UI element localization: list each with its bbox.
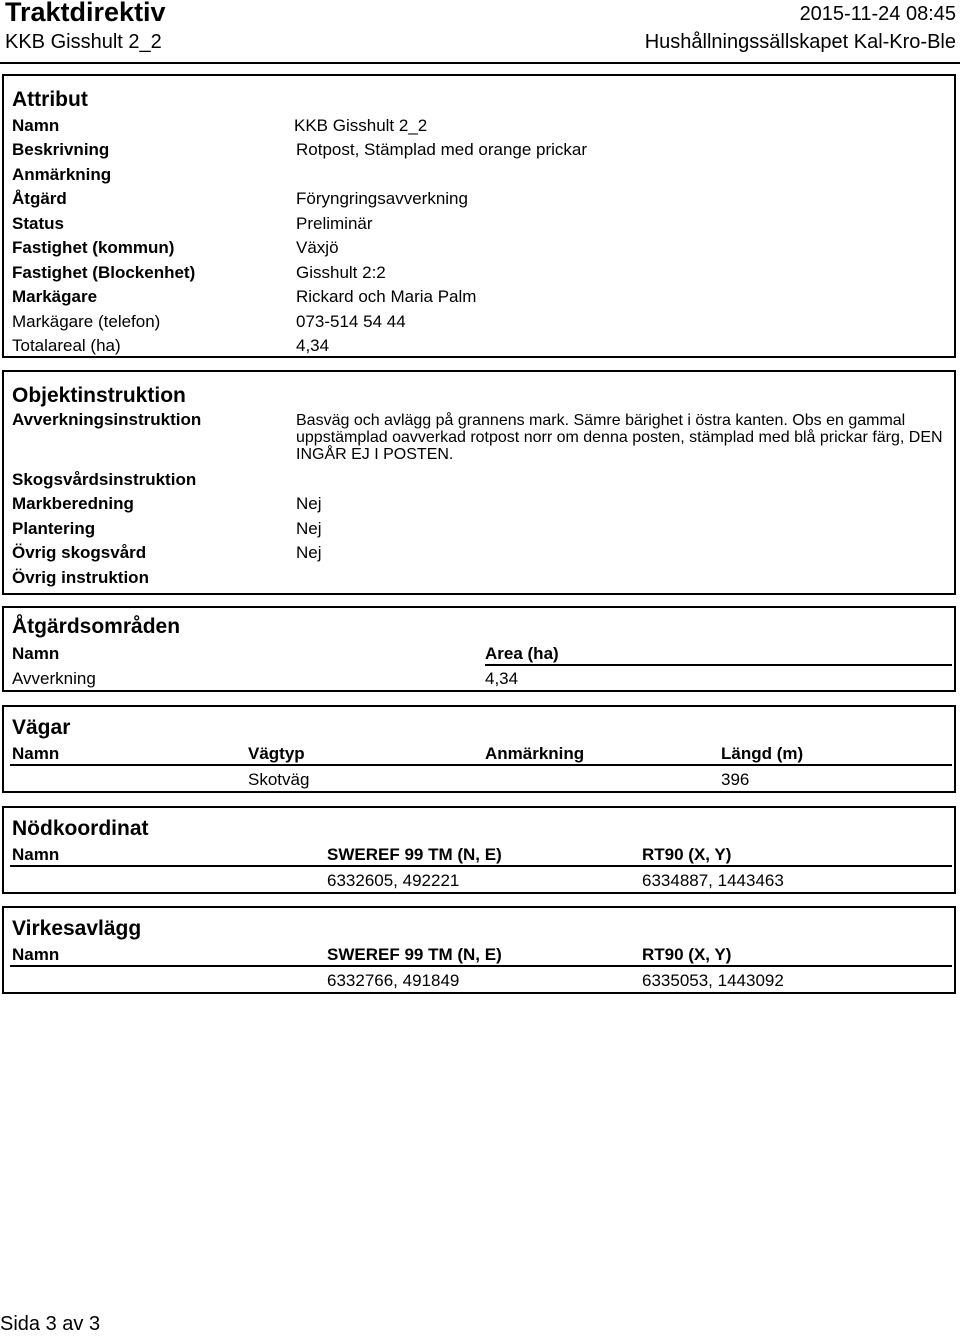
markberedning-label: Markberedning — [12, 494, 134, 513]
virke-col-rt90: RT90 (X, Y) — [642, 945, 732, 964]
nod-row-sweref: 6332605, 492221 — [327, 871, 460, 890]
attr-label-anmarkning: Anmärkning — [12, 165, 112, 184]
virkesavlagg-title: Virkesavlägg — [12, 917, 142, 940]
plantering-value: Nej — [296, 519, 322, 538]
avverkningsinstruktion-label: Avverkningsinstruktion — [12, 410, 202, 429]
document-organization: Hushållningssällskapet Kal-Kro-Ble — [644, 31, 956, 53]
page-number: Sida 3 av 3 — [0, 1313, 101, 1335]
virke-col-namn: Namn — [12, 945, 60, 964]
atgardsomraden-title: Åtgärdsområden — [12, 615, 181, 638]
markberedning-value: Nej — [296, 494, 322, 513]
attribut-section — [2, 74, 956, 358]
attr-label-totalareal: Totalareal (ha) — [12, 336, 121, 355]
atgard-row-area: 4,34 — [485, 669, 519, 688]
attr-value-blockenhet: Gisshult 2:2 — [296, 263, 386, 282]
vagar-col-vagtyp: Vägtyp — [248, 744, 305, 763]
document-datetime: 2015-11-24 08:45 — [799, 3, 956, 25]
attr-value-atgard: Föryngringsavverkning — [296, 189, 468, 208]
ovrig-skogsvard-label: Övrig skogsvård — [12, 543, 147, 562]
document-subtitle: KKB Gisshult 2_2 — [5, 31, 162, 53]
ovrig-skogsvard-value: Nej — [296, 543, 322, 562]
attr-value-kommun: Växjö — [296, 238, 339, 257]
attr-label-namn: Namn — [12, 116, 60, 135]
attr-label-kommun: Fastighet (kommun) — [12, 238, 175, 257]
nod-row-rt90: 6334887, 1443463 — [642, 871, 784, 890]
vagar-col-anmarkning: Anmärkning — [485, 744, 585, 763]
nod-col-sweref: SWEREF 99 TM (N, E) — [327, 845, 502, 864]
virke-row-rt90: 6335053, 1443092 — [642, 971, 784, 990]
atgardsomraden-section — [2, 606, 956, 692]
attr-label-status: Status — [12, 214, 64, 233]
vagar-row-langd: 396 — [721, 770, 750, 789]
atgard-header-rule — [485, 664, 952, 666]
avverkningsinstruktion-text: Basväg och avlägg på grannens mark. Sämre bärighet i östra kanten. Obs en gammal uppstämplad oavverkad rotpost norr om denna posten, stämplad med blå prickar färg, DEN INGÅR EJ I POSTEN. — [296, 412, 943, 463]
attr-label-blockenhet: Fastighet (Blockenhet) — [12, 263, 196, 282]
skogsvardsinstruktion-label: Skogsvårdsinstruktion — [12, 470, 197, 489]
vagar-row-vagtyp: Skotväg — [248, 770, 310, 789]
nod-col-rt90: RT90 (X, Y) — [642, 845, 732, 864]
objekt-title: Objektinstruktion — [12, 384, 186, 407]
atgard-col-area: Area (ha) — [485, 644, 559, 663]
attr-value-markagare: Rickard och Maria Palm — [296, 287, 477, 306]
attr-value-totalareal: 4,34 — [296, 336, 330, 355]
attr-label-beskrivning: Beskrivning — [12, 140, 110, 159]
attribut-title: Attribut — [12, 88, 88, 111]
attr-label-atgard: Åtgärd — [12, 189, 67, 208]
plantering-label: Plantering — [12, 519, 96, 538]
attr-label-telefon: Markägare (telefon) — [12, 312, 161, 331]
attr-value-telefon: 073-514 54 44 — [296, 312, 406, 331]
attr-value-beskrivning: Rotpost, Stämplad med orange prickar — [296, 140, 588, 159]
objektinstruktion-section — [2, 370, 956, 595]
nodkoordinat-section — [2, 806, 956, 894]
virke-header-rule — [10, 965, 952, 967]
atgard-row-namn: Avverkning — [12, 669, 96, 688]
atgard-col-namn: Namn — [12, 644, 60, 663]
virkesavlagg-section — [2, 906, 956, 994]
ovrig-instruktion-label: Övrig instruktion — [12, 568, 149, 587]
attr-value-status: Preliminär — [296, 214, 373, 233]
document-title: Traktdirektiv — [5, 0, 166, 27]
virke-col-sweref: SWEREF 99 TM (N, E) — [327, 945, 502, 964]
vagar-col-langd: Längd (m) — [721, 744, 804, 763]
nod-col-namn: Namn — [12, 845, 60, 864]
virke-row-sweref: 6332766, 491849 — [327, 971, 460, 990]
nodkoordinat-title: Nödkoordinat — [12, 817, 149, 840]
nod-header-rule — [10, 865, 952, 867]
header-divider — [0, 62, 960, 64]
vagar-col-namn: Namn — [12, 744, 60, 763]
vagar-title: Vägar — [12, 716, 71, 739]
attr-label-markagare: Markägare — [12, 287, 98, 306]
vagar-section — [2, 705, 956, 793]
vagar-header-rule — [10, 764, 952, 766]
attr-value-namn: KKB Gisshult 2_2 — [294, 116, 428, 135]
